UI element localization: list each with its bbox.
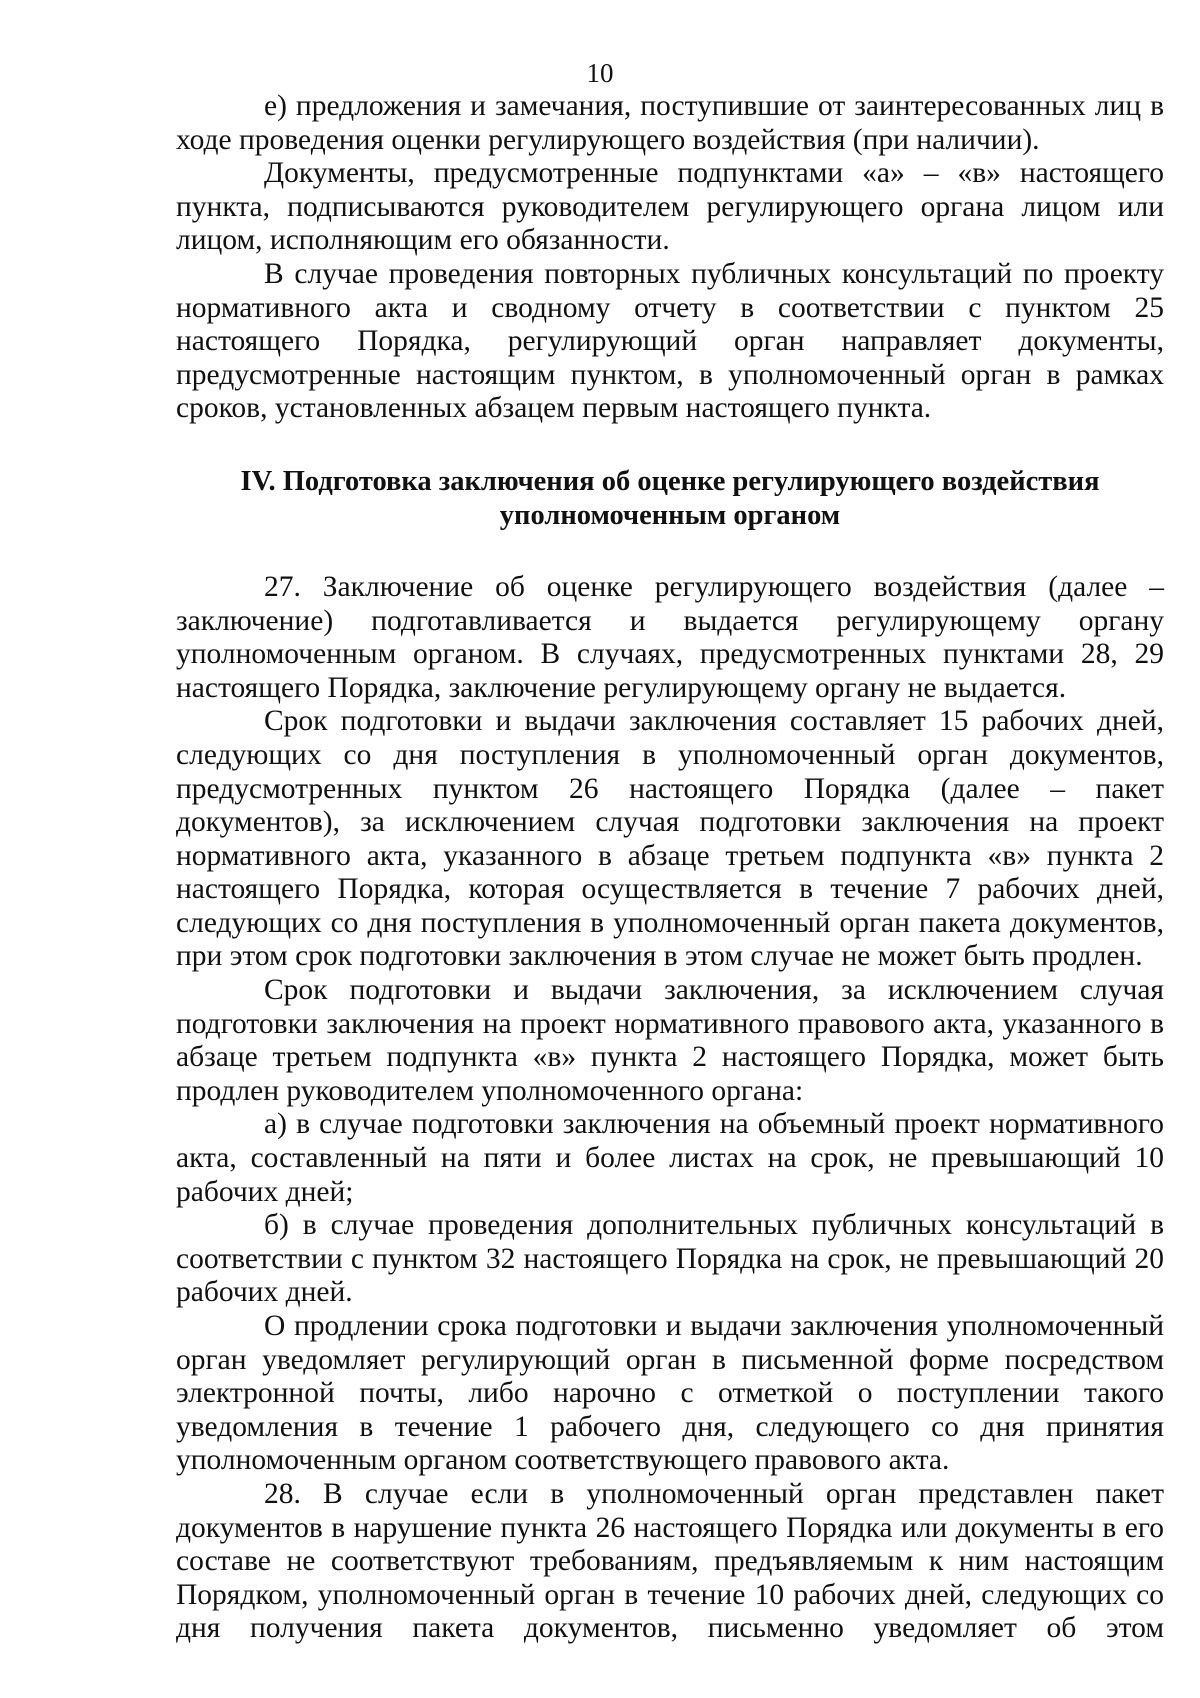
paragraph-27: 27. Заключение об оценке регулирующего воздействия (далее – заключение) подготавливается и выдается регулирующему органу уполномоченным органом. В случаях, предусмотренных пунктами 28, 29 настоящего Порядка, заключение регулирующему органу не выдается. bbox=[176, 570, 1164, 704]
paragraph-item-e: е) предложения и замечания, поступившие от заинтересованных лиц в ходе проведения оценки регулирующего воздействия (при наличии). bbox=[176, 90, 1164, 156]
paragraph-28: 28. В случае если в уполномоченный орган представлен пакет документов в нарушение пункта 26 настоящего Порядка или документы в его составе не соответствуют требованиям, предъявляемым к ним настоящим Порядком, уполномоченный орган в течение 10 рабочих дней, следующих со дня получения пакета документов, письменно уведомляет об этом bbox=[176, 1477, 1164, 1645]
document-body bbox=[176, 90, 1164, 1646]
paragraph-documents-signing: Документы, предусмотренные подпунктами «а» – «в» настоящего пункта, подписываются руководителем регулирующего органа лицом или лицом, исполняющим его обязанности. bbox=[176, 157, 1164, 257]
paragraph-extension-notice: О продлении срока подготовки и выдачи заключения уполномоченный орган уведомляет регулирующий орган в письменной форме посредством электронной почты, либо нарочно с отметкой о поступлении такого уведомления в течение 1 рабочего дня, следующего со дня принятия уполномоченным органом соответствующего правового акта. bbox=[176, 1310, 1164, 1477]
page-number: 10 bbox=[586, 58, 614, 88]
paragraph-item-b: б) в случае проведения дополнительных публичных консультаций в соответствии с пунктом 32 настоящего Порядка на срок, не превышающий 20 рабочих дней. bbox=[176, 1209, 1164, 1309]
paragraph-term-15-days: Срок подготовки и выдачи заключения составляет 15 рабочих дней, следующих со дня поступления в уполномоченный орган документов, предусмотренных пунктом 26 настоящего Порядка (далее – пакет документов), за исключением случая подготовки заключения на проект нормативного акта, указанного в абзаце третьем подпункта «в» пункта 2 настоящего Порядка, которая осуществляется в течение 7 рабочих дней, следующих со дня поступления в уполномоченный орган пакета документов, при этом срок подготовки заключения в этом случае не может быть продлен. bbox=[176, 705, 1164, 973]
section-heading-line-1: IV. Подготовка заключения об оценке регулирующего воздействия bbox=[240, 465, 1100, 497]
paragraph-term-extension: Срок подготовки и выдачи заключения, за исключением случая подготовки заключения на проект нормативного правового акта, указанного в абзаце третьем подпункта «в» пункта 2 настоящего Порядка, может быть продлен руководителем уполномоченного органа: bbox=[176, 974, 1164, 1107]
paragraph-repeat-consultations: В случае проведения повторных публичных консультаций по проекту нормативного акта и сводному отчету в соответствии с пунктом 25 настоящего Порядка, регулирующий орган направляет документы, предусмотренные настоящим пунктом, в уполномоченный орган в рамках сроков, установленных абзацем первым настоящего пункта. bbox=[176, 257, 1164, 425]
section-heading-line-2: уполномоченным органом bbox=[499, 499, 841, 531]
section-heading bbox=[176, 465, 1164, 533]
paragraph-item-a: а) в случае подготовки заключения на объемный проект нормативного акта, составленный на пяти и более листах на срок, не превышающий 10 рабочих дней; bbox=[176, 1108, 1164, 1208]
